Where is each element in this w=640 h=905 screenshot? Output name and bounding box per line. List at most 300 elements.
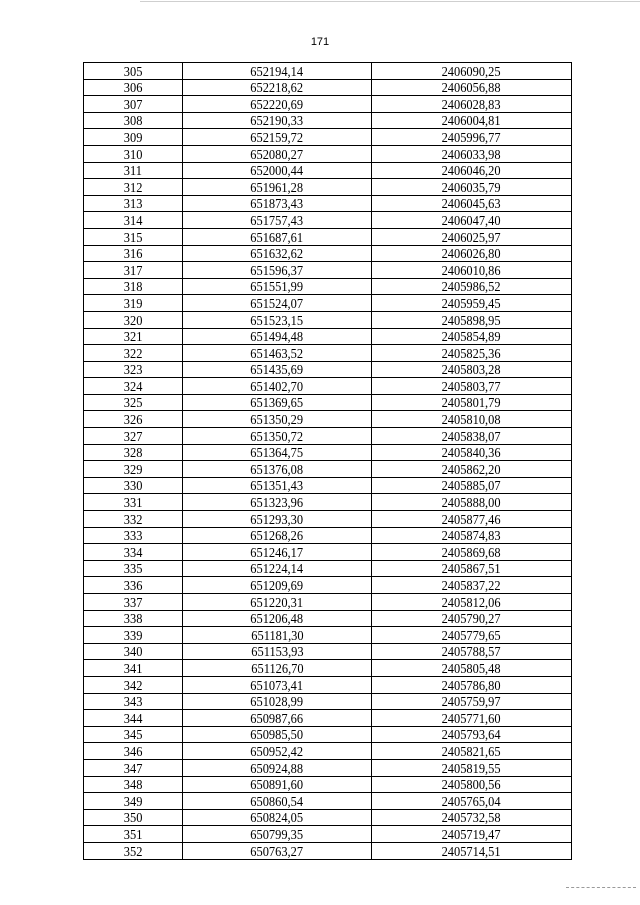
y-coordinate-cell [372, 743, 572, 760]
x-coordinate-cell [183, 643, 372, 660]
x-coordinate-cell [183, 262, 372, 279]
x-coordinate-cell [183, 311, 372, 328]
table-row [84, 179, 572, 196]
point-number-text: 343 [123, 694, 143, 710]
x-coordinate-text: 651435,69 [250, 362, 304, 378]
table-row [84, 444, 572, 461]
x-coordinate-text: 651220,31 [250, 594, 304, 610]
y-coordinate-text: 2405779,65 [442, 627, 501, 643]
y-coordinate-text: 2405714,51 [442, 843, 501, 859]
point-number-cell [84, 676, 183, 693]
y-coordinate-text: 2405759,97 [442, 694, 501, 710]
point-number-text: 315 [123, 229, 143, 245]
y-coordinate-cell [372, 660, 572, 677]
x-coordinate-text: 651961,28 [250, 179, 304, 195]
y-coordinate-text: 2405959,45 [442, 295, 501, 311]
x-coordinate-cell [183, 328, 372, 345]
table-row [84, 311, 572, 328]
point-number-text: 333 [123, 528, 143, 544]
point-number-text: 345 [123, 727, 143, 743]
point-number-text: 335 [123, 561, 143, 577]
y-coordinate-text: 2405790,27 [442, 611, 501, 627]
x-coordinate-cell [183, 477, 372, 494]
y-coordinate-text: 2406090,25 [442, 63, 501, 79]
point-number-text: 348 [123, 777, 143, 793]
point-number-text: 308 [123, 113, 143, 129]
y-coordinate-text: 2406046,20 [442, 163, 501, 179]
table-row [84, 527, 572, 544]
y-coordinate-cell [372, 826, 572, 843]
y-coordinate-text: 2405800,56 [442, 777, 501, 793]
x-coordinate-text: 651268,26 [250, 528, 304, 544]
x-coordinate-text: 651494,48 [250, 329, 304, 345]
y-coordinate-cell [372, 328, 572, 345]
point-number-cell [84, 245, 183, 262]
y-coordinate-cell [372, 577, 572, 594]
point-number-cell [84, 345, 183, 362]
x-coordinate-cell [183, 361, 372, 378]
y-coordinate-text: 2406010,86 [442, 262, 501, 278]
y-coordinate-text: 2405996,77 [442, 129, 501, 145]
table-row [84, 96, 572, 113]
x-coordinate-text: 650799,35 [250, 826, 304, 842]
x-coordinate-cell [183, 145, 372, 162]
point-number-cell [84, 145, 183, 162]
table-row [84, 643, 572, 660]
table-row [84, 511, 572, 528]
x-coordinate-cell [183, 129, 372, 146]
point-number-text: 332 [123, 511, 143, 527]
y-coordinate-cell [372, 594, 572, 611]
x-coordinate-cell [183, 511, 372, 528]
point-number-cell [84, 477, 183, 494]
point-number-cell [84, 594, 183, 611]
table-row [84, 63, 572, 80]
x-coordinate-text: 652159,72 [250, 129, 304, 145]
y-coordinate-text: 2405765,04 [442, 793, 501, 809]
point-number-cell [84, 311, 183, 328]
point-number-cell [84, 262, 183, 279]
x-coordinate-cell [183, 461, 372, 478]
point-number-cell [84, 511, 183, 528]
point-number-cell [84, 162, 183, 179]
point-number-text: 330 [123, 478, 143, 494]
table-row [84, 228, 572, 245]
y-coordinate-text: 2405803,28 [442, 362, 501, 378]
point-number-cell [84, 759, 183, 776]
y-coordinate-text: 2405840,36 [442, 445, 501, 461]
table-row [84, 776, 572, 793]
y-coordinate-cell [372, 477, 572, 494]
y-coordinate-cell [372, 63, 572, 80]
y-coordinate-cell [372, 428, 572, 445]
y-coordinate-text: 2405719,47 [442, 826, 501, 842]
x-coordinate-text: 652218,62 [250, 80, 304, 96]
point-number-cell [84, 444, 183, 461]
x-coordinate-cell [183, 793, 372, 810]
x-coordinate-cell [183, 411, 372, 428]
table-row [84, 610, 572, 627]
point-number-text: 331 [123, 495, 143, 511]
x-coordinate-text: 651246,17 [250, 544, 304, 560]
x-coordinate-text: 651293,30 [250, 511, 304, 527]
table-row [84, 594, 572, 611]
x-coordinate-cell [183, 743, 372, 760]
point-number-cell [84, 710, 183, 727]
x-coordinate-text: 650824,05 [250, 810, 304, 826]
point-number-cell [84, 461, 183, 478]
point-number-text: 349 [123, 793, 143, 809]
y-coordinate-text: 2406026,80 [442, 246, 501, 262]
point-number-text: 319 [123, 295, 143, 311]
y-coordinate-cell [372, 212, 572, 229]
point-number-cell [84, 809, 183, 826]
y-coordinate-text: 2405805,48 [442, 660, 501, 676]
point-number-cell [84, 826, 183, 843]
y-coordinate-cell [372, 527, 572, 544]
point-number-cell [84, 776, 183, 793]
y-coordinate-text: 2406004,81 [442, 113, 501, 129]
y-coordinate-cell [372, 145, 572, 162]
x-coordinate-cell [183, 776, 372, 793]
x-coordinate-cell [183, 394, 372, 411]
x-coordinate-cell [183, 826, 372, 843]
x-coordinate-cell [183, 594, 372, 611]
x-coordinate-cell [183, 345, 372, 362]
y-coordinate-cell [372, 394, 572, 411]
point-number-text: 347 [123, 760, 143, 776]
point-number-cell [84, 228, 183, 245]
y-coordinate-cell [372, 759, 572, 776]
y-coordinate-text: 2406033,98 [442, 146, 501, 162]
y-coordinate-cell [372, 79, 572, 96]
y-coordinate-cell [372, 278, 572, 295]
point-number-cell [84, 129, 183, 146]
x-coordinate-cell [183, 444, 372, 461]
point-number-text: 326 [123, 412, 143, 428]
y-coordinate-cell [372, 345, 572, 362]
y-coordinate-text: 2405837,22 [442, 578, 501, 593]
point-number-text: 340 [123, 644, 143, 660]
x-coordinate-text: 652080,27 [250, 146, 304, 162]
y-coordinate-cell [372, 162, 572, 179]
x-coordinate-text: 651181,30 [250, 627, 304, 643]
y-coordinate-cell [372, 361, 572, 378]
table-row [84, 759, 572, 776]
x-coordinate-text: 651206,48 [250, 611, 304, 627]
y-coordinate-text: 2405874,83 [442, 528, 501, 544]
x-coordinate-text: 651153,93 [250, 644, 304, 660]
point-number-text: 316 [123, 246, 143, 262]
point-number-cell [84, 195, 183, 212]
coordinates-table [83, 62, 572, 860]
x-coordinate-text: 651028,99 [250, 694, 304, 710]
x-coordinate-cell [183, 842, 372, 859]
point-number-cell [84, 743, 183, 760]
y-coordinate-text: 2406047,40 [442, 212, 501, 228]
x-coordinate-text: 651524,07 [250, 295, 304, 311]
x-coordinate-cell [183, 378, 372, 395]
point-number-text: 329 [123, 461, 143, 477]
point-number-text: 337 [123, 594, 143, 610]
x-coordinate-cell [183, 428, 372, 445]
x-coordinate-text: 651224,14 [250, 561, 304, 577]
x-coordinate-cell [183, 63, 372, 80]
table-row [84, 560, 572, 577]
y-coordinate-text: 2405801,79 [442, 395, 501, 411]
point-number-cell [84, 610, 183, 627]
x-coordinate-cell [183, 278, 372, 295]
x-coordinate-text: 652190,33 [250, 113, 304, 129]
point-number-cell [84, 527, 183, 544]
y-coordinate-cell [372, 444, 572, 461]
point-number-text: 320 [123, 312, 143, 328]
table-row [84, 676, 572, 693]
x-coordinate-cell [183, 660, 372, 677]
coordinates-table-body [84, 63, 572, 860]
table-row [84, 660, 572, 677]
x-coordinate-text: 650891,60 [250, 777, 304, 793]
x-coordinate-cell [183, 494, 372, 511]
bottom-corner-mark [566, 887, 636, 889]
table-row [84, 79, 572, 96]
point-number-text: 341 [123, 660, 143, 676]
y-coordinate-text: 2405986,52 [442, 279, 501, 295]
page-number: 171 [310, 36, 330, 48]
point-number-text: 327 [123, 428, 143, 444]
x-coordinate-text: 651687,61 [250, 229, 304, 245]
table-row [84, 394, 572, 411]
top-edge-line [140, 1, 640, 2]
y-coordinate-text: 2405786,80 [442, 677, 501, 693]
point-number-text: 309 [123, 129, 143, 145]
x-coordinate-text: 651351,43 [250, 478, 304, 494]
x-coordinate-cell [183, 610, 372, 627]
x-coordinate-cell [183, 627, 372, 644]
x-coordinate-text: 650924,88 [250, 760, 304, 776]
table-row [84, 195, 572, 212]
x-coordinate-text: 651596,37 [250, 262, 304, 278]
y-coordinate-cell [372, 560, 572, 577]
point-number-text: 325 [123, 395, 143, 411]
y-coordinate-text: 2406035,79 [442, 179, 501, 195]
point-number-cell [84, 494, 183, 511]
x-coordinate-text: 651376,08 [250, 461, 304, 477]
x-coordinate-text: 651551,99 [250, 279, 304, 295]
y-coordinate-cell [372, 544, 572, 561]
y-coordinate-text: 2406025,97 [442, 229, 501, 245]
y-coordinate-cell [372, 726, 572, 743]
table-row [84, 245, 572, 262]
table-row [84, 726, 572, 743]
y-coordinate-cell [372, 295, 572, 312]
y-coordinate-text: 2406028,83 [442, 96, 501, 112]
point-number-cell [84, 428, 183, 445]
table-row [84, 411, 572, 428]
y-coordinate-text: 2405732,58 [442, 810, 501, 826]
y-coordinate-text: 2406045,63 [442, 196, 501, 212]
x-coordinate-text: 651873,43 [250, 196, 304, 212]
table-row [84, 129, 572, 146]
x-coordinate-cell [183, 544, 372, 561]
y-coordinate-cell [372, 112, 572, 129]
table-row [84, 262, 572, 279]
point-number-cell [84, 660, 183, 677]
x-coordinate-text: 651632,62 [250, 246, 304, 262]
y-coordinate-cell [372, 378, 572, 395]
y-coordinate-text: 2405810,08 [442, 412, 501, 428]
y-coordinate-text: 2405862,20 [442, 461, 501, 477]
point-number-text: 336 [123, 578, 143, 593]
y-coordinate-text: 2405885,07 [442, 478, 501, 494]
y-coordinate-cell [372, 262, 572, 279]
x-coordinate-cell [183, 726, 372, 743]
y-coordinate-cell [372, 195, 572, 212]
point-number-cell [84, 79, 183, 96]
x-coordinate-cell [183, 179, 372, 196]
y-coordinate-text: 2405838,07 [442, 428, 501, 444]
point-number-text: 328 [123, 445, 143, 461]
y-coordinate-text: 2405867,51 [442, 561, 501, 577]
point-number-text: 307 [123, 96, 143, 112]
x-coordinate-text: 650952,42 [250, 743, 304, 759]
x-coordinate-text: 651402,70 [250, 378, 304, 394]
x-coordinate-text: 650987,66 [250, 710, 304, 726]
table-row [84, 361, 572, 378]
y-coordinate-cell [372, 809, 572, 826]
y-coordinate-text: 2405793,64 [442, 727, 501, 743]
point-number-text: 346 [123, 743, 143, 759]
point-number-text: 312 [123, 179, 143, 195]
x-coordinate-cell [183, 245, 372, 262]
y-coordinate-text: 2405888,00 [442, 495, 501, 511]
point-number-cell [84, 278, 183, 295]
table-row [84, 112, 572, 129]
y-coordinate-cell [372, 411, 572, 428]
point-number-cell [84, 726, 183, 743]
table-row [84, 212, 572, 229]
y-coordinate-cell [372, 179, 572, 196]
table-row [84, 544, 572, 561]
x-coordinate-text: 651757,43 [250, 212, 304, 228]
x-coordinate-cell [183, 676, 372, 693]
x-coordinate-text: 652220,69 [250, 96, 304, 112]
point-number-cell [84, 179, 183, 196]
y-coordinate-cell [372, 494, 572, 511]
x-coordinate-cell [183, 295, 372, 312]
point-number-text: 323 [123, 362, 143, 378]
y-coordinate-text: 2406056,88 [442, 80, 501, 96]
table-row [84, 145, 572, 162]
point-number-text: 338 [123, 611, 143, 627]
point-number-text: 344 [123, 710, 143, 726]
point-number-text: 311 [123, 163, 143, 179]
table-row [84, 842, 572, 859]
point-number-text: 350 [123, 810, 143, 826]
x-coordinate-text: 651463,52 [250, 345, 304, 361]
point-number-text: 352 [123, 843, 143, 859]
y-coordinate-text: 2405869,68 [442, 544, 501, 560]
y-coordinate-cell [372, 610, 572, 627]
x-coordinate-text: 651350,72 [250, 428, 304, 444]
point-number-cell [84, 328, 183, 345]
y-coordinate-text: 2405825,36 [442, 345, 501, 361]
point-number-cell [84, 63, 183, 80]
table-row [84, 494, 572, 511]
point-number-text: 313 [123, 196, 143, 212]
x-coordinate-cell [183, 162, 372, 179]
point-number-text: 317 [123, 262, 143, 278]
x-coordinate-text: 651523,15 [250, 312, 304, 328]
x-coordinate-cell [183, 693, 372, 710]
point-number-cell [84, 793, 183, 810]
x-coordinate-text: 651209,69 [250, 578, 304, 593]
point-number-cell [84, 361, 183, 378]
point-number-cell [84, 96, 183, 113]
x-coordinate-cell [183, 560, 372, 577]
y-coordinate-cell [372, 129, 572, 146]
y-coordinate-cell [372, 245, 572, 262]
point-number-cell [84, 842, 183, 859]
point-number-cell [84, 577, 183, 594]
y-coordinate-cell [372, 627, 572, 644]
x-coordinate-text: 651364,75 [250, 445, 304, 461]
table-row [84, 693, 572, 710]
table-row [84, 710, 572, 727]
point-number-cell [84, 560, 183, 577]
y-coordinate-cell [372, 710, 572, 727]
y-coordinate-cell [372, 643, 572, 660]
y-coordinate-text: 2405819,55 [442, 760, 501, 776]
x-coordinate-cell [183, 195, 372, 212]
y-coordinate-cell [372, 676, 572, 693]
point-number-cell [84, 693, 183, 710]
point-number-cell [84, 295, 183, 312]
table-row [84, 743, 572, 760]
y-coordinate-text: 2405771,60 [442, 710, 501, 726]
y-coordinate-text: 2405821,65 [442, 743, 501, 759]
point-number-text: 318 [123, 279, 143, 295]
point-number-text: 334 [123, 544, 143, 560]
point-number-cell [84, 112, 183, 129]
table-row [84, 378, 572, 395]
point-number-cell [84, 378, 183, 395]
point-number-text: 342 [123, 677, 143, 693]
point-number-cell [84, 544, 183, 561]
y-coordinate-text: 2405788,57 [442, 644, 501, 660]
table-row [84, 793, 572, 810]
y-coordinate-cell [372, 511, 572, 528]
x-coordinate-cell [183, 577, 372, 594]
point-number-text: 351 [123, 826, 143, 842]
y-coordinate-text: 2405812,06 [442, 594, 501, 610]
x-coordinate-cell [183, 96, 372, 113]
x-coordinate-text: 652000,44 [250, 163, 304, 179]
y-coordinate-cell [372, 461, 572, 478]
table-row [84, 428, 572, 445]
y-coordinate-cell [372, 96, 572, 113]
point-number-text: 324 [123, 378, 143, 394]
table-row [84, 826, 572, 843]
x-coordinate-text: 651369,65 [250, 395, 304, 411]
y-coordinate-cell [372, 228, 572, 245]
table-row [84, 345, 572, 362]
x-coordinate-cell [183, 527, 372, 544]
x-coordinate-cell [183, 759, 372, 776]
y-coordinate-text: 2405898,95 [442, 312, 501, 328]
x-coordinate-text: 652194,14 [250, 63, 304, 79]
y-coordinate-text: 2405854,89 [442, 329, 501, 345]
